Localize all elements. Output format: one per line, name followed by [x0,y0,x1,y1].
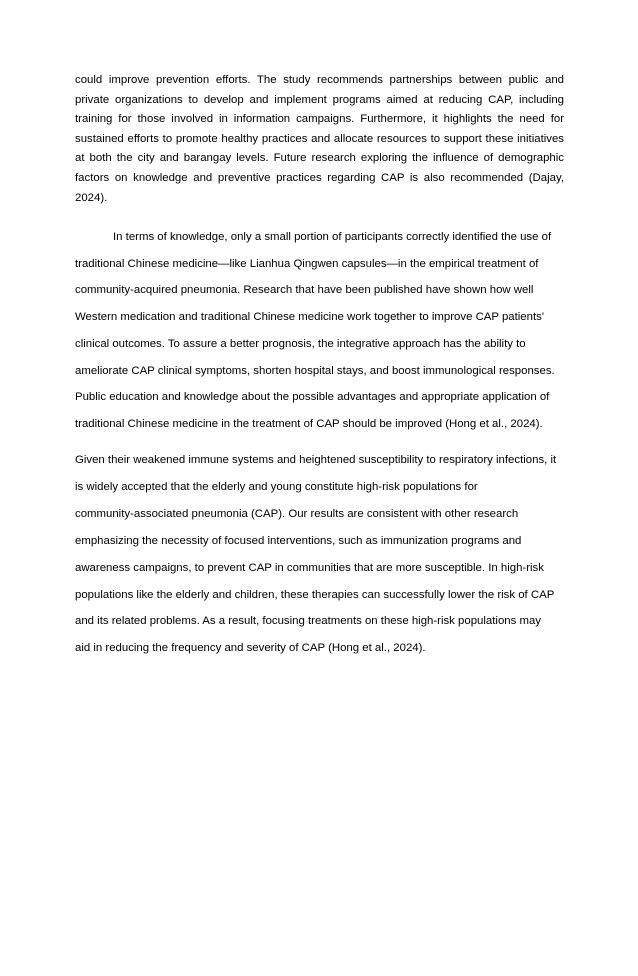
text-line: is widely accepted that the elderly and young constitute high-risk populations for [75,480,478,493]
text-line: could improve prevention efforts. The study recommends partnerships between public and [75,74,564,86]
text-line: Western medication and traditional Chinese medicine work together to improve CAP patients' [75,311,545,324]
text-line: community-acquired pneumonia. Research that have been published have shown how well [75,284,534,297]
text-line: populations like the elderly and children, these therapies can successfully lower the risk of CAP [75,588,555,601]
paragraph-knowledge [75,224,564,438]
text-line: 2024). [75,191,108,204]
text-line: ameliorate CAP clinical symptoms, shorten hospital stays, and boost immunological responses. [75,364,555,377]
text-line: community-associated pneumonia (CAP). Our results are consistent with other research [75,507,519,520]
text-line: and its related problems. As a result, focusing treatments on these high-risk populations may [75,615,541,628]
text-line: In terms of knowledge, only a small portion of participants correctly identified the use of [113,231,552,243]
text-line: factors on knowledge and preventive practices regarding CAP is also recommended (Dajay, [75,171,564,184]
text-line: traditional Chinese medicine—like Lianhua Qingwen capsules—in the empirical treatment of [75,257,539,270]
text-line: training for those involved in information campaigns. Furthermore, it highlights the need for [75,113,564,126]
text-line: sustained efforts to promote healthy practices and allocate resources to support these initiatives [75,132,564,145]
text-line: private organizations to develop and implement programs aimed at reducing CAP, including [75,93,564,106]
text-line: at both the city and barangay levels. Future research exploring the influence of demographic [75,152,564,165]
text-line: traditional Chinese medicine in the treatment of CAP should be improved (Hong et al., 2024). [75,417,543,430]
text-line: clinical outcomes. To assure a better prognosis, the integrative approach has the ability to [75,337,526,350]
text-line: emphasizing the necessity of focused interventions, such as immunization programs and [75,534,522,547]
text-line: Given their weakened immune systems and heightened susceptibility to respiratory infections, it [75,454,557,466]
paragraph-recommendations [75,71,564,208]
text-line: Public education and knowledge about the possible advantages and appropriate application of [75,391,550,404]
text-line: aid in reducing the frequency and severity of CAP (Hong et al., 2024). [75,642,426,655]
text-line: awareness campaigns, to prevent CAP in communities that are more susceptible. In high-risk [75,561,544,574]
paragraph-high-risk-populations [75,447,564,662]
